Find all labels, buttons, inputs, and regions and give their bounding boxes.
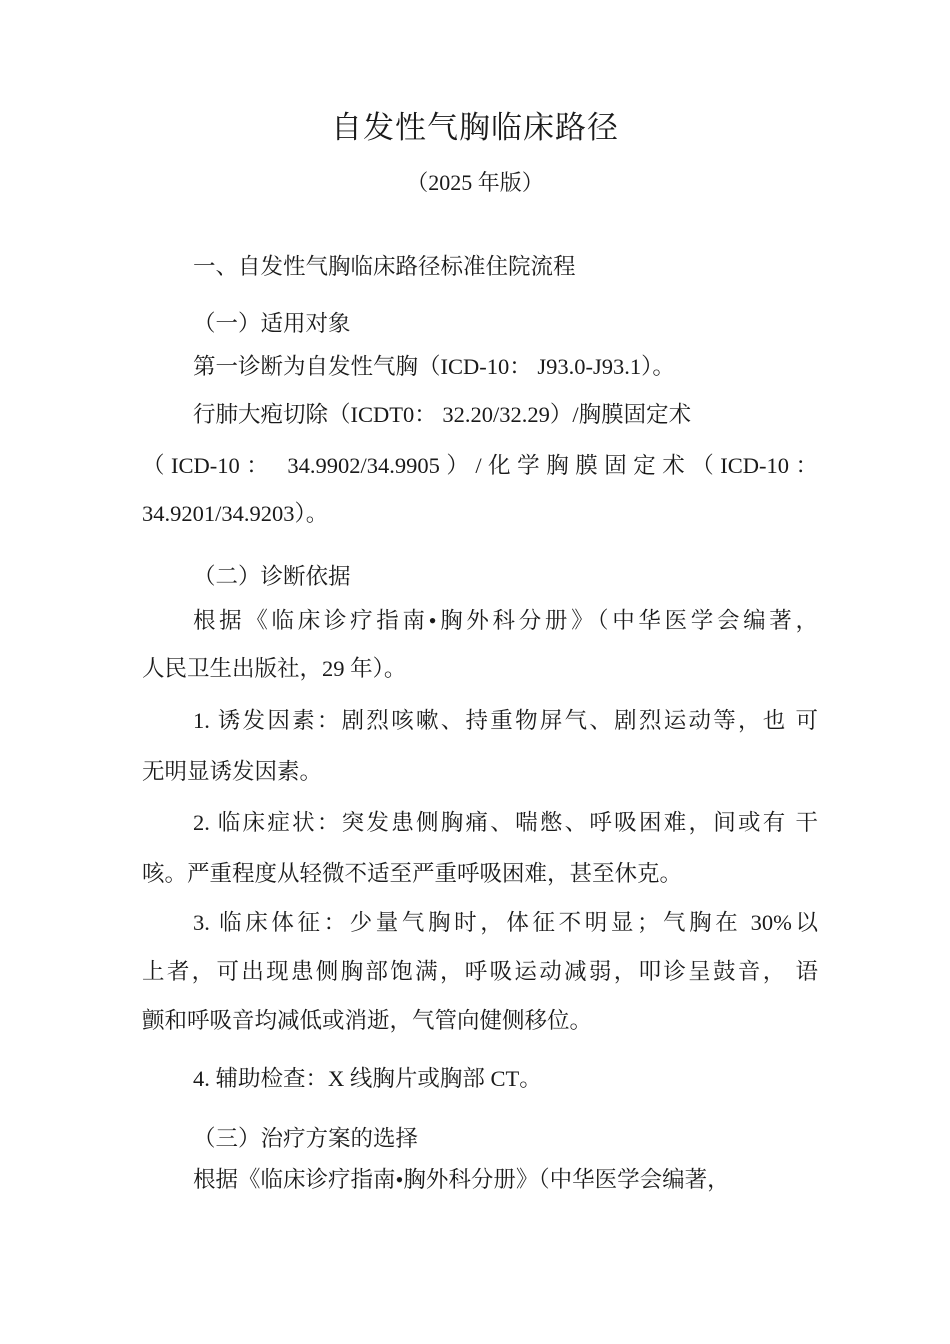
paragraph-line: 人民卫生出版社，29 年）。 bbox=[142, 656, 407, 681]
paragraph-line: 行肺大疱切除（ICDT0： 32.20/32.29）/胸膜固定术 bbox=[193, 402, 692, 427]
paragraph-line: （ICD-10： 34.9902/34.9905）/化学胸膜固定术（ICD-10： bbox=[142, 453, 818, 478]
list-item-line: 上者，可出现患侧胸部饱满，呼吸运动减弱，叩诊呈鼓音， 语 bbox=[142, 959, 818, 984]
subsection-heading: （二）诊断依据 bbox=[193, 564, 351, 589]
paragraph-line: 根据《临床诊疗指南•胸外科分册》（中华医学会编著， bbox=[193, 608, 818, 633]
section-heading: 一、自发性气胸临床路径标准住院流程 bbox=[193, 254, 576, 279]
subsection-heading: （一）适用对象 bbox=[193, 311, 351, 336]
list-item-line: 咳。严重程度从轻微不适至严重呼吸困难，甚至休克。 bbox=[142, 861, 683, 886]
list-item-line: 2. 临床症状：突发患侧胸痛、喘憋、呼吸困难，间或有 干 bbox=[193, 810, 818, 835]
paragraph-line: 34.9201/34.9203）。 bbox=[142, 501, 329, 526]
list-item-line: 3. 临床体征：少量气胸时，体征不明显；气胸在 30%以 bbox=[193, 910, 818, 935]
document-title: 自发性气胸临床路径 bbox=[331, 110, 619, 146]
subsection-heading: （三）治疗方案的选择 bbox=[193, 1126, 419, 1151]
paragraph-line: 根据《临床诊疗指南•胸外科分册》（中华医学会编著， bbox=[193, 1167, 730, 1192]
list-item-line: 颤和呼吸音均减低或消逝，气管向健侧移位。 bbox=[142, 1008, 593, 1033]
list-item-line: 4. 辅助检查：X 线胸片或胸部 CT。 bbox=[193, 1066, 542, 1091]
document-subtitle: （2025 年版） bbox=[406, 170, 544, 195]
list-item-line: 无明显诱发因素。 bbox=[142, 759, 323, 784]
paragraph-line: 第一诊断为自发性气胸（ICD-10： J93.0-J93.1）。 bbox=[193, 354, 675, 379]
list-item-line: 1. 诱发因素：剧烈咳嗽、持重物屏气、剧烈运动等，也 可 bbox=[193, 708, 818, 733]
